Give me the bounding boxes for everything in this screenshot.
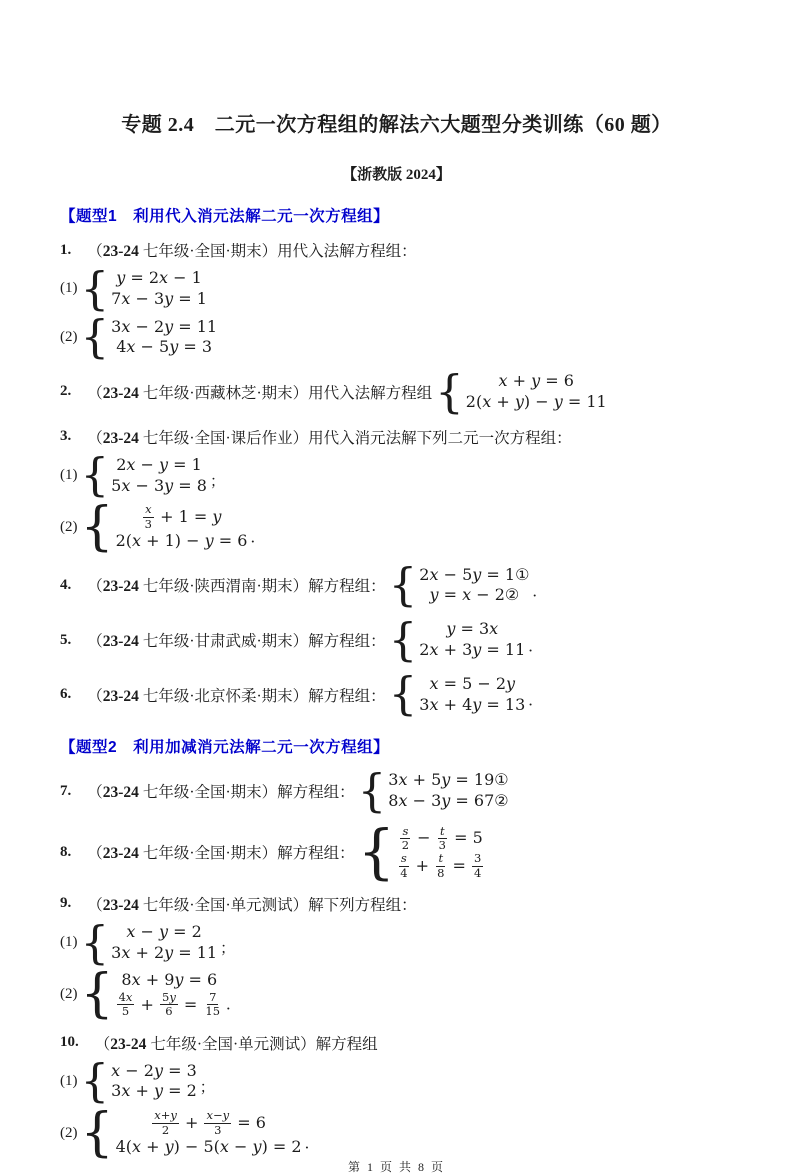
- problem-text-segment: 七年级·陕西渭南·期末）解方程组：: [138, 578, 386, 596]
- trailing-punctuation: ；: [220, 941, 236, 958]
- equation-system: [357, 817, 485, 887]
- equation-system: [80, 261, 207, 315]
- problem: [60, 364, 733, 418]
- equation-rows: [109, 1061, 197, 1103]
- math-text: 2x + 3y = 11: [419, 640, 526, 659]
- equation: [116, 531, 248, 552]
- problem: [60, 239, 733, 364]
- problem-text-segment: 七年级·全国·课后作业）用代入消元法解下列二元一次方程组：: [138, 429, 572, 447]
- math-text: = 6: [232, 1112, 266, 1132]
- equation: [111, 1081, 197, 1102]
- problem-text-segment: （: [87, 784, 103, 802]
- equation-rows: [114, 970, 223, 1018]
- problem-text-segment: （: [87, 633, 103, 650]
- part-label: (1): [60, 934, 78, 951]
- problem-text-segment: （: [87, 845, 103, 863]
- equation-rows: [395, 825, 484, 880]
- equation-system: [80, 497, 248, 558]
- math-text: 2(x + 1) − y = 6: [115, 530, 248, 550]
- problem-number: 5.: [60, 631, 72, 648]
- problem-text-segment: （: [87, 896, 103, 914]
- equation-rows: [417, 619, 525, 661]
- trailing-punctuation: ；: [199, 1080, 215, 1097]
- part-label: (1): [60, 1072, 78, 1089]
- math-text: +: [179, 1112, 204, 1132]
- equation-rows: [417, 565, 529, 607]
- equation-system: [80, 964, 224, 1025]
- problem-text-segment: 23-24: [102, 578, 139, 596]
- trailing-punctuation: ；: [209, 474, 225, 491]
- left-brace-icon: {: [357, 764, 387, 818]
- problem: [60, 612, 733, 666]
- problem-number: 6.: [60, 686, 72, 703]
- equation: [111, 317, 217, 338]
- problem-intro-row: [60, 893, 733, 915]
- left-brace-icon: {: [80, 1054, 110, 1108]
- equation: [419, 695, 525, 716]
- part-label: (1): [60, 467, 78, 484]
- problems-container: [60, 184, 733, 1164]
- problem-text-segment: 23-24: [102, 687, 139, 705]
- problem-text-segment: 23-24: [110, 1035, 147, 1053]
- problem-intro-row: [60, 667, 733, 721]
- math-text: 3x + 4y = 13: [419, 694, 526, 714]
- equation-system: [80, 915, 218, 969]
- math-text: 5x − 3y = 8: [111, 475, 207, 495]
- left-brace-icon: {: [80, 497, 114, 558]
- equation: [126, 922, 201, 943]
- problem: [60, 817, 733, 887]
- math-text: +: [410, 855, 435, 875]
- equation: [116, 991, 223, 1018]
- math-text: 2x − y = 1: [116, 454, 202, 474]
- equation: [466, 392, 607, 413]
- equation-rows: [109, 268, 207, 310]
- equation-system: [80, 310, 218, 364]
- problem-text-segment: 23-24: [102, 633, 139, 650]
- problem-number: 1.: [60, 241, 72, 258]
- problem-text-segment: 23-24: [102, 784, 139, 802]
- equation: [429, 585, 519, 606]
- equation-rows: [109, 922, 217, 964]
- math-text: y = 2x − 1: [116, 268, 202, 287]
- problem-text-segment: （: [87, 687, 103, 705]
- equation: [419, 640, 525, 661]
- page-footer: 第 1 页 共 8 页: [347, 1159, 445, 1174]
- equation: [116, 1137, 302, 1158]
- problem-intro-row: [60, 1032, 733, 1054]
- left-brace-icon: {: [80, 1103, 114, 1164]
- section-heading: 【题型2 利用加减消元法解二元一次方程组】: [60, 739, 390, 757]
- left-brace-icon: {: [388, 667, 418, 721]
- problem-text-segment: （: [87, 384, 103, 402]
- equation-system: [435, 364, 607, 418]
- equation-rows: [114, 503, 248, 551]
- problem-number: 8.: [60, 843, 72, 860]
- left-brace-icon: {: [388, 558, 418, 612]
- part-label: (1): [60, 280, 78, 297]
- math-text: y = x − 2②: [429, 585, 520, 605]
- fraction-denominator: 8: [437, 865, 445, 880]
- fraction-denominator: 2: [161, 1122, 170, 1137]
- equation: [111, 476, 207, 497]
- problem-text: [87, 239, 416, 261]
- problem: [60, 1032, 733, 1164]
- equation: [388, 791, 508, 812]
- problem-intro-row: [60, 364, 733, 418]
- trailing-punctuation: ．: [250, 529, 266, 546]
- edition-label: 【浙教版 2024】: [342, 167, 451, 183]
- problem-text-segment: 七年级·全国·期末）解方程组：: [138, 784, 355, 802]
- fraction-numerator: t: [440, 823, 445, 838]
- problem: [60, 764, 733, 818]
- fraction-numerator: x−y: [206, 1108, 230, 1123]
- fraction: [398, 852, 409, 879]
- equation-rows: [114, 1109, 302, 1157]
- problem-part: [60, 1103, 733, 1164]
- fraction-numerator: t: [438, 851, 444, 866]
- page-title: 专题 2.4 二元一次方程组的解法六大题型分类训练（60 题）: [121, 114, 672, 136]
- equation: [142, 503, 222, 530]
- problem-intro-row: [60, 239, 733, 261]
- math-text: x − y = 2: [126, 921, 202, 941]
- problem-part: [60, 915, 733, 969]
- problem-part: [60, 448, 733, 502]
- equation-system: [80, 1054, 197, 1108]
- math-text: 3x − 2y = 11: [111, 316, 218, 336]
- fraction-denominator: 15: [205, 1004, 221, 1019]
- equation-rows: [464, 371, 607, 413]
- problem-text: [87, 893, 416, 915]
- equation-system: [357, 764, 509, 818]
- math-text: y = 3x: [446, 619, 499, 639]
- fraction-denominator: 2: [401, 838, 410, 853]
- problem-text-segment: 七年级·甘肃武威·期末）解方程组：: [138, 633, 386, 650]
- equation-rows: [109, 455, 207, 497]
- problem: [60, 558, 733, 612]
- math-text: 4x − 5y = 3: [116, 337, 213, 357]
- left-brace-icon: {: [80, 448, 110, 502]
- fraction-numerator: s: [402, 823, 409, 838]
- equation: [151, 1109, 266, 1136]
- problem-text-segment: 七年级·全国·单元测试）解下列方程组：: [138, 896, 417, 914]
- math-text: −: [412, 828, 436, 848]
- part-label: (2): [60, 328, 78, 345]
- math-text: x + y = 6: [498, 371, 574, 391]
- equation-system: [80, 1103, 302, 1164]
- equation-system: [80, 448, 207, 502]
- fraction: [472, 852, 483, 879]
- fraction: [143, 503, 154, 530]
- math-text: 2x − 5y = 1①: [419, 564, 530, 584]
- problem-text-segment: 23-24: [102, 429, 139, 447]
- problem-text: [87, 841, 354, 863]
- problem-part: [60, 1054, 733, 1108]
- math-text: x = 5 − 2y: [429, 673, 516, 693]
- problem-text: [87, 426, 571, 448]
- equation-rows: [109, 317, 217, 359]
- fraction-denominator: 3: [144, 516, 152, 531]
- math-text: +: [135, 994, 159, 1014]
- equation: [419, 565, 529, 586]
- math-text: = 5: [448, 828, 483, 848]
- left-brace-icon: {: [80, 261, 110, 315]
- problem-intro-row: [60, 612, 733, 666]
- problem-text-segment: 七年级·全国·单元测试）解方程组: [146, 1035, 378, 1053]
- fraction: [437, 825, 448, 852]
- equation: [399, 825, 483, 852]
- math-text: 3x + 5y = 19①: [388, 770, 509, 790]
- fraction: [152, 1109, 179, 1136]
- fraction-denominator: 6: [165, 1004, 173, 1019]
- math-text: 8x + 9y = 6: [121, 970, 218, 990]
- equation: [121, 970, 217, 991]
- math-text: 3x + y = 2: [111, 1081, 197, 1101]
- equation-rows: [417, 674, 525, 716]
- problem-text: [87, 381, 432, 403]
- equation: [111, 289, 207, 310]
- fraction-denominator: 3: [438, 838, 446, 853]
- equation-rows: [386, 770, 508, 812]
- fraction: [160, 991, 178, 1018]
- problem-number: 4.: [60, 576, 72, 593]
- problem-text-segment: 23-24: [102, 243, 139, 260]
- problem-text: [87, 780, 354, 802]
- fraction: [435, 852, 446, 879]
- equation: [111, 1061, 197, 1082]
- math-text: + 1 = y: [154, 506, 222, 526]
- problem-text: [87, 574, 385, 596]
- left-brace-icon: {: [80, 915, 110, 969]
- part-label: (2): [60, 1124, 78, 1141]
- math-text: x − 2y = 3: [111, 1060, 197, 1080]
- equation: [397, 852, 484, 879]
- problem-intro-row: [60, 558, 733, 612]
- problem-number: 9.: [60, 895, 72, 912]
- fraction-numerator: s: [400, 851, 407, 866]
- problem-text-segment: （: [94, 1035, 111, 1053]
- math-text: =: [447, 855, 471, 875]
- problem-text: [87, 629, 385, 651]
- problem-text-segment: 七年级·西藏林芝·期末）用代入法解方程组: [138, 384, 433, 402]
- fraction-numerator: x: [145, 502, 152, 517]
- problem-number: 10.: [60, 1034, 79, 1051]
- left-brace-icon: {: [435, 364, 464, 418]
- problem-number: 7.: [60, 782, 72, 799]
- fraction-numerator: x+y: [154, 1108, 177, 1123]
- part-label: (2): [60, 518, 78, 535]
- problem-part: [60, 497, 733, 558]
- equation-system: [388, 667, 526, 721]
- fraction: [117, 991, 135, 1018]
- equation: [116, 337, 212, 358]
- fraction-numerator: 5y: [162, 990, 176, 1005]
- fraction-denominator: 5: [121, 1004, 130, 1019]
- problem-text-segment: （: [87, 578, 103, 596]
- equation: [429, 674, 515, 695]
- equation: [116, 455, 202, 476]
- problem-text-segment: 23-24: [102, 896, 139, 914]
- fraction-denominator: 4: [400, 865, 408, 880]
- problem-number: 3.: [60, 428, 72, 445]
- problem-text-segment: （: [87, 429, 103, 447]
- equation-system: [388, 612, 526, 666]
- math-text: 3x + 2y = 11: [111, 942, 218, 962]
- problem: [60, 893, 733, 1025]
- math-text: 2(x + y) − y = 11: [465, 391, 607, 411]
- problem-text-segment: （: [87, 243, 103, 260]
- math-text: 4(x + y) − 5(x − y) = 2: [115, 1136, 302, 1156]
- equation: [446, 619, 498, 640]
- problem-intro-row: [60, 817, 733, 887]
- trailing-punctuation: ．: [528, 693, 544, 710]
- fraction-denominator: 3: [214, 1122, 222, 1137]
- trailing-punctuation: ．: [528, 638, 544, 655]
- fraction: [204, 1109, 231, 1136]
- fraction-numerator: 4x: [118, 990, 133, 1005]
- fraction-numerator: 7: [209, 990, 217, 1005]
- problem-number: 2.: [60, 383, 72, 400]
- left-brace-icon: {: [357, 817, 396, 887]
- fraction: [203, 991, 222, 1018]
- fraction-denominator: 4: [474, 865, 482, 880]
- problem: [60, 667, 733, 721]
- trailing-punctuation: ．: [532, 584, 548, 601]
- equation: [499, 371, 574, 392]
- fraction: [400, 825, 411, 852]
- equation: [111, 943, 217, 964]
- problem-text-segment: 七年级·全国·期末）解方程组：: [138, 845, 355, 863]
- math-text: 7x − 3y = 1: [111, 288, 207, 308]
- trailing-punctuation: ．: [226, 996, 242, 1013]
- left-brace-icon: {: [80, 310, 110, 364]
- equation: [116, 268, 202, 289]
- problem-text: [87, 684, 385, 706]
- problem-text-segment: 23-24: [102, 845, 139, 863]
- problem-intro-row: [60, 764, 733, 818]
- part-label: (2): [60, 986, 78, 1003]
- left-brace-icon: {: [388, 612, 418, 666]
- equation: [388, 770, 508, 791]
- problem-intro-row: [60, 426, 733, 448]
- problem: [60, 426, 733, 558]
- fraction-numerator: 3: [474, 851, 482, 866]
- problem-part: [60, 310, 733, 364]
- equation-system: [388, 558, 530, 612]
- problem-text-segment: 七年级·全国·期末）用代入法解方程组：: [138, 243, 417, 260]
- problem-part: [60, 261, 733, 315]
- trailing-punctuation: ．: [304, 1135, 320, 1152]
- problem-text-segment: 七年级·北京怀柔·期末）解方程组：: [138, 687, 386, 705]
- problem-text-segment: 23-24: [102, 384, 139, 402]
- left-brace-icon: {: [80, 964, 114, 1025]
- math-text: =: [178, 994, 203, 1014]
- math-text: 8x − 3y = 67②: [388, 791, 509, 811]
- problem-text: [95, 1032, 378, 1054]
- section-heading: 【题型1 利用代入消元法解二元一次方程组】: [60, 208, 390, 225]
- problem-part: [60, 964, 733, 1025]
